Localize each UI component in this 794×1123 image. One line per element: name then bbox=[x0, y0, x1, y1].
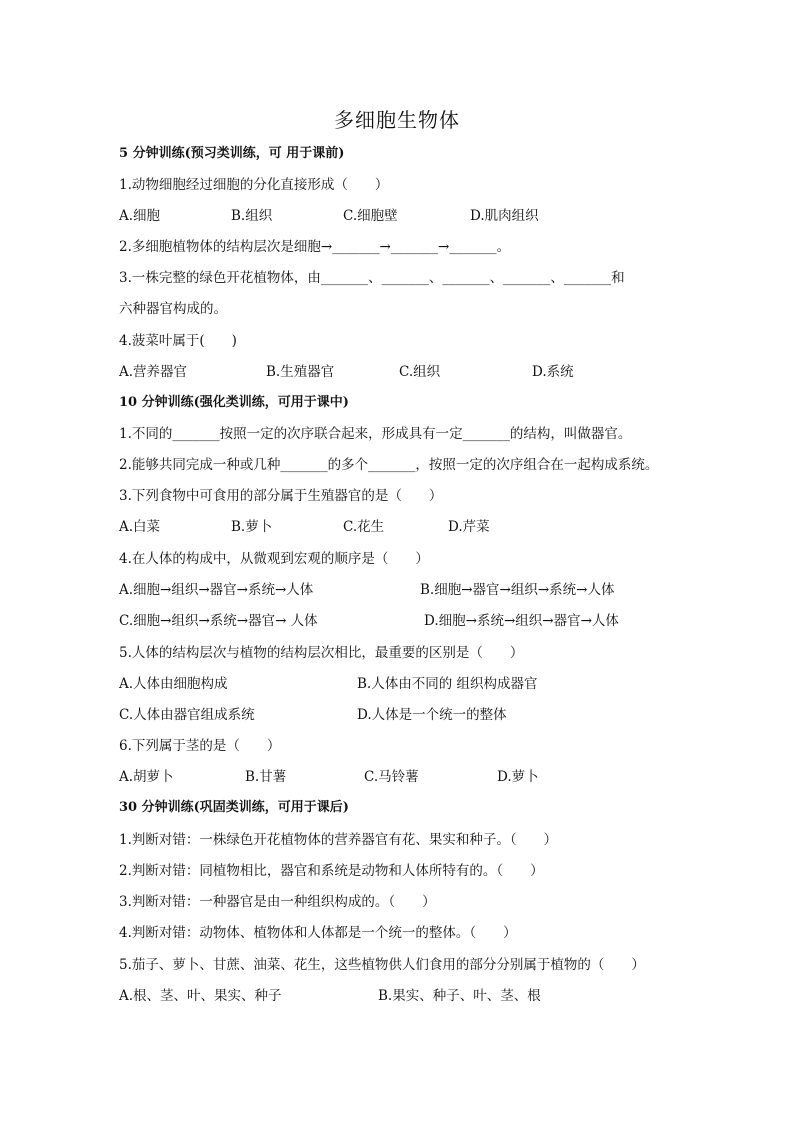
option-a: A.白菜 bbox=[119, 519, 161, 535]
option-d: D.人体是一个统一的整体 bbox=[357, 707, 507, 723]
section-heading-10min: 10 分钟训练(强化类训练，可用于课中) bbox=[119, 395, 349, 410]
question-text: 3.判断对错：一种器官是由一种组织构成的。（ ） bbox=[119, 894, 436, 910]
option-d: D.细胞→系统→组织→器官→人体 bbox=[424, 613, 619, 629]
question-text: 5.茄子、萝卜、甘蔗、油菜、花生，这些植物供人们食用的部分分别属于植物的（ ） bbox=[119, 957, 645, 973]
question-text: 1.不同的_______按照一定的次序联合起来，形成具有一定_______的结构，叫做器官。 bbox=[119, 426, 632, 442]
page-title: 多细胞生物体 bbox=[334, 108, 460, 132]
option-d: D.系统 bbox=[532, 364, 574, 380]
question-text: 3.下列食物中可食用的部分属于生殖器官的是（ ） bbox=[119, 488, 443, 504]
question-text: 3.一株完整的绿色开花植物体，由_______、_______、_______、_______、_______和 bbox=[119, 270, 625, 286]
option-d: D.肌肉组织 bbox=[470, 208, 539, 224]
option-b: B.果实、种子、叶、茎、根 bbox=[378, 988, 541, 1004]
option-d: D.萝卜 bbox=[497, 769, 539, 785]
option-b: B.组织 bbox=[231, 208, 273, 224]
option-c: C.组织 bbox=[399, 364, 441, 380]
option-a: A.胡萝卜 bbox=[119, 769, 174, 785]
option-b: B.萝卜 bbox=[231, 519, 273, 535]
question-text: 1.动物细胞经过细胞的分化直接形成（ ） bbox=[119, 177, 389, 193]
option-b: B.人体由不同的 组织构成器官 bbox=[357, 676, 538, 692]
question-text-continued: 六种器官构成的。 bbox=[119, 301, 227, 317]
option-c: C.细胞壁 bbox=[343, 208, 398, 224]
option-a: A.细胞→组织→器官→系统→人体 bbox=[119, 582, 314, 598]
option-b: B.甘薯 bbox=[245, 769, 287, 785]
option-d: D.芹菜 bbox=[448, 519, 490, 535]
question-text: 2.能够共同完成一种或几种_______的多个_______，按照一定的次序组合在一起构成系统。 bbox=[119, 457, 659, 473]
option-c: C.细胞→组织→系统→器官→ 人体 bbox=[119, 613, 318, 629]
question-text: 6.下列属于茎的是（ ） bbox=[119, 738, 281, 754]
option-b: B.生殖器官 bbox=[266, 364, 335, 380]
question-text: 4.菠菜叶属于( ) bbox=[119, 333, 237, 349]
question-text: 1.判断对错：一株绿色开花植物体的营养器官有花、果实和种子。（ ） bbox=[119, 832, 558, 848]
option-c: C.人体由器官组成系统 bbox=[119, 707, 255, 723]
option-a: A.根、茎、叶、果实、种子 bbox=[119, 988, 282, 1004]
question-text: 2.判断对错：同植物相比，器官和系统是动物和人体所特有的。（ ） bbox=[119, 863, 544, 879]
option-a: A.人体由细胞构成 bbox=[119, 676, 228, 692]
question-text: 2.多细胞植物体的结构层次是细胞→_______→_______→_______。 bbox=[119, 239, 511, 255]
option-a: A.营养器官 bbox=[119, 364, 188, 380]
option-a: A.细胞 bbox=[119, 208, 161, 224]
section-heading-30min: 30 分钟训练(巩固类训练，可用于课后) bbox=[119, 800, 349, 815]
question-text: 4.判断对错：动物体、植物体和人体都是一个统一的整体。（ ） bbox=[119, 925, 517, 941]
option-c: C.马铃薯 bbox=[364, 769, 419, 785]
option-b: B.细胞→器官→组织→系统→人体 bbox=[420, 582, 615, 598]
question-text: 5.人体的结构层次与植物的结构层次相比，最重要的区别是（ ） bbox=[119, 645, 524, 661]
option-c: C.花生 bbox=[343, 519, 385, 535]
section-heading-5min: 5 分钟训练(预习类训练，可 用于课前) bbox=[119, 146, 345, 161]
question-text: 4.在人体的构成中，从微观到宏观的顺序是（ ） bbox=[119, 551, 429, 567]
